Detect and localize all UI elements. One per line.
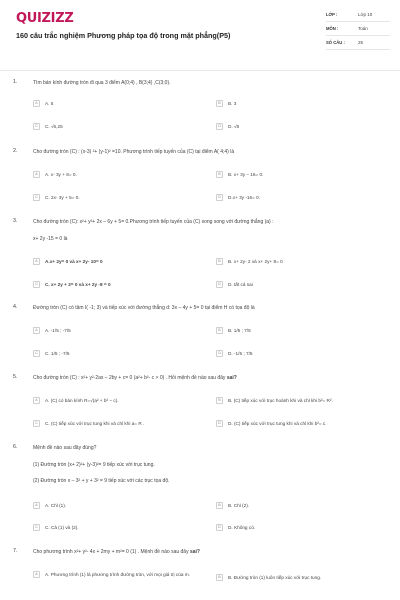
meta-row-count — [326, 36, 390, 50]
option-text: D. √8 — [228, 123, 240, 129]
worksheet-title: 160 câu trắc nghiệm Phương pháp tọa độ trong mặt phẳng(P5) — [16, 31, 231, 40]
option-text: C. √6,25 — [45, 123, 63, 129]
option-letter-box: D — [216, 194, 223, 201]
option-a[interactable] — [33, 100, 53, 107]
option-a[interactable] — [33, 327, 71, 334]
question-number: 4. — [13, 304, 18, 310]
option-text: D. Không có. — [228, 524, 256, 530]
question-number: 3. — [13, 218, 18, 224]
option-b[interactable] — [216, 258, 283, 265]
question-text-main: Cho đường tròn (C) : x²+ y²-2ax – 2by + c= 0 (a²+ b²- c > 0) . Hỏi mệnh đề nào sau đây — [33, 375, 227, 381]
option-text: A.x+ 2y= 0 và x+ 2y- 10= 0 — [45, 258, 103, 264]
option-letter-box: C — [33, 194, 40, 201]
option-text: C. 2x- 3y + 5= 0. — [45, 194, 80, 200]
option-letter-box: D — [216, 524, 223, 531]
option-text: B. Chỉ (2). — [228, 502, 250, 508]
option-text: A. (C) có bán kính R=√(a² + b² − c). — [45, 397, 119, 403]
question-number: 7. — [13, 548, 18, 554]
worksheet-header — [0, 0, 400, 71]
option-b[interactable] — [216, 100, 236, 107]
option-text: D. tất cả sai — [228, 281, 253, 287]
question-number: 1. — [13, 79, 18, 85]
option-d[interactable] — [216, 194, 260, 201]
option-text: B. (C) tiếp xúc với trục hoành khi và chỉ khi b²= R². — [228, 397, 333, 403]
option-a[interactable] — [33, 171, 77, 178]
question-text-line-2: x+ 2y -15 = 0 là — [33, 236, 68, 242]
option-a[interactable] — [33, 502, 66, 509]
option-text: C. Cả (1) và (2). — [45, 524, 79, 530]
option-letter-box: A — [33, 571, 40, 578]
meta-label: LỚP : — [326, 12, 338, 17]
option-c[interactable] — [33, 123, 63, 130]
question-text: Mệnh đề nào sau đây đúng? — [33, 445, 97, 451]
question-number: 2. — [13, 148, 18, 154]
question-number: 6. — [13, 444, 18, 450]
option-c[interactable] — [33, 420, 144, 427]
option-c[interactable] — [33, 350, 70, 357]
option-letter-box: B — [216, 574, 223, 581]
option-text: B. Đường tròn (1) luôn tiếp xúc với trục tung. — [228, 574, 322, 580]
option-letter-box: C — [33, 420, 40, 427]
option-letter-box: C — [33, 350, 40, 357]
option-text: B. x+ 2y- 2 và x+ 2y+ 8= 0 — [228, 258, 283, 264]
option-text: C. (C) tiếp xúc với trục tung khi và chỉ khi a= R . — [45, 420, 145, 426]
question-statement-1: (1) Đường tròn (x+ 2)²+ (y-3)²= 9 tiếp xúc với trục tung. — [33, 462, 155, 468]
option-text: A. -1/5 ; -7/5 — [45, 327, 71, 333]
question-text: Đường tròn (C) có tâm I( -1; 3) và tiếp xúc với đường thẳng d: 3x – 4y + 5= 0 tại điểm H có tọa độ là — [33, 305, 255, 311]
question-text: Cho đường tròn (C) : (x-3) ²+ (y-1)² =10. Phương trình tiếp tuyến của (C) tại điểm A( 4;4) là — [33, 149, 235, 155]
question-text-emphasis: sai? — [226, 375, 237, 381]
option-letter-box: A — [33, 258, 40, 265]
question-statement-2: (2) Đường tròn x – 3² + y + 3² = 9 tiếp xúc với các trục tọa độ. — [33, 478, 170, 484]
meta-value: 25 — [358, 40, 364, 45]
quizizz-logo: QUIZIZZ — [16, 11, 74, 26]
option-d[interactable] — [216, 281, 253, 288]
option-a[interactable] — [33, 397, 119, 404]
option-d[interactable] — [216, 524, 255, 531]
option-letter-box: C — [33, 524, 40, 531]
option-text: A. Phương trình (1) là phương trình đường tròn, với mọi giá trị của m. — [45, 571, 190, 577]
worksheet-meta — [326, 8, 390, 50]
option-text: D. -1/5 ; 7/5 — [228, 350, 253, 356]
question-text-main: Cho phương trình x²+ y²- 4x + 2my + m²= 0 (1) . Mệnh đề nào sau đây — [33, 549, 190, 555]
option-letter-box: D — [216, 123, 223, 130]
question-text — [33, 373, 383, 384]
option-letter-box: B — [216, 100, 223, 107]
option-letter-box: B — [216, 171, 223, 178]
option-text: C. 1/5 ; -7/5 — [45, 350, 70, 356]
meta-label: MÔN : — [326, 26, 339, 31]
meta-label: SỐ CÂU : — [326, 40, 345, 45]
option-d[interactable] — [216, 420, 327, 427]
option-b[interactable] — [216, 574, 321, 581]
option-text: B. x+ 3y – 16= 0. — [228, 171, 264, 177]
meta-value: Lớp 10 — [358, 12, 373, 17]
option-text: A. 5 — [45, 100, 54, 106]
option-letter-box: D — [216, 281, 223, 288]
option-b[interactable] — [216, 502, 249, 509]
option-b[interactable] — [216, 397, 333, 404]
option-text: C. x+ 2y + 2= 0 và x+ 2y -8 = 0 — [45, 281, 111, 287]
option-text: D.x+ 3y -16= 0. — [228, 194, 261, 200]
option-letter-box: A — [33, 397, 40, 404]
option-letter-box: B — [216, 502, 223, 509]
option-letter-box: A — [33, 327, 40, 334]
meta-row-class — [326, 8, 390, 22]
option-letter-box: A — [33, 100, 40, 107]
option-a[interactable] — [33, 571, 208, 578]
option-d[interactable] — [216, 123, 239, 130]
option-text: A. x- 3y + 8= 0. — [45, 171, 77, 177]
option-c[interactable] — [33, 194, 80, 201]
option-letter-box: B — [216, 397, 223, 404]
meta-row-subject — [326, 22, 390, 36]
option-letter-box: B — [216, 327, 223, 334]
option-b[interactable] — [216, 327, 251, 334]
option-d[interactable] — [216, 350, 253, 357]
option-letter-box: D — [216, 350, 223, 357]
option-letter-box: A — [33, 502, 40, 509]
option-b[interactable] — [216, 171, 263, 178]
meta-value: Toán — [358, 26, 368, 31]
question-text: Cho đường tròn (C): x²+ y²+ 2x – 6y + 5= 0.Phương trình tiếp tuyến của (C) song song với đường thẳng (a) : — [33, 219, 274, 225]
option-text: B. 1/5 ; 7/5 — [228, 327, 251, 333]
option-text: D. (C) tiếp xúc với trục tung khi và chỉ khi b²= c. — [228, 420, 327, 426]
question-text: Tìm bán kính đường tròn đi qua 3 điểm A(0;4) , B(3;4) ,C(3;0). — [33, 80, 171, 86]
question-number: 5. — [13, 374, 18, 380]
option-text: A. Chỉ (1). — [45, 502, 67, 508]
question-text-emphasis: sai? — [189, 549, 200, 555]
option-c[interactable] — [33, 281, 111, 288]
option-text: B. 3 — [228, 100, 237, 106]
option-letter-box: C — [33, 123, 40, 130]
option-letter-box: B — [216, 258, 223, 265]
option-letter-box: C — [33, 281, 40, 288]
option-letter-box: D — [216, 420, 223, 427]
option-letter-box: A — [33, 171, 40, 178]
option-a[interactable] — [33, 258, 103, 265]
option-c[interactable] — [33, 524, 79, 531]
question-text — [33, 547, 383, 558]
